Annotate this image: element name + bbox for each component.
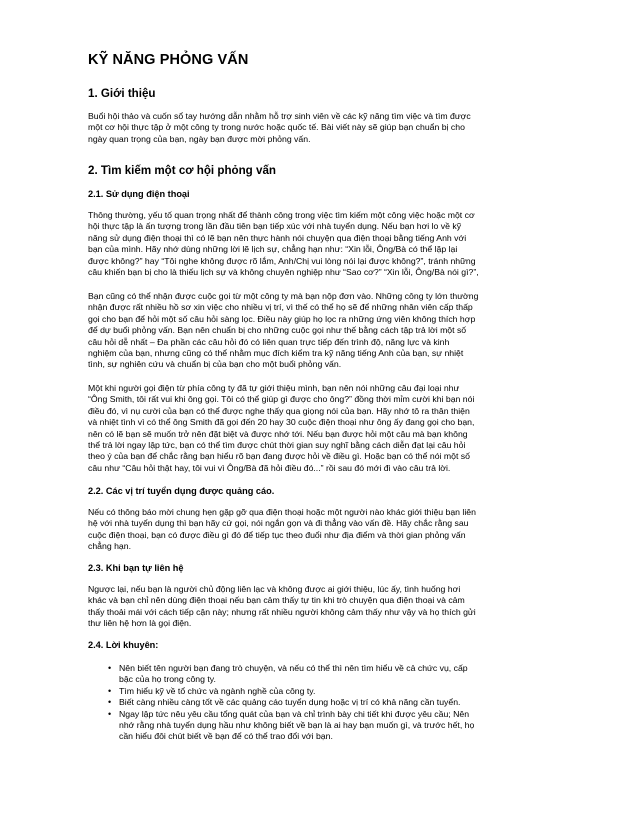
- text-line: được không?” hay “Tôi nghe không được rõ lắm, Anh/Chị vui lòng nói lại được không?”, tránh những: [88, 255, 476, 266]
- text-line: cuộc điện thoại, bạn có được điều gì đó để tiếp tục theo đuổi như địa điểm và thời gian phỏng vấn: [88, 529, 466, 540]
- text-line: câu như “Câu hỏi thật hay, tôi vui vì Ông/Bà đã hỏi điều đó...” rồi sau đó mới đi vào câu trả lời.: [88, 462, 451, 473]
- bullet-icon: •: [108, 663, 112, 673]
- text-line: ngày quan trọng của bạn, ngày bạn được mời phỏng vấn.: [88, 133, 311, 144]
- text-line: nhận được rất nhiều hồ sơ xin việc cho nhiều vị trí, vì thế có thể họ sẽ để những nhân viên cấp thấp: [88, 302, 473, 313]
- text-line: câu khiến bạn bị cho là thiếu lịch sự và không chuyên nghiệp như “Sao cơ?” “Xin lỗi, Ông/Bà nói gì?”,: [88, 267, 479, 278]
- text-line: theo ý của bạn để chắc rằng bạn hiểu rõ bạn đang được hỏi về điều gì. Hoặc bạn có thể nói một số: [88, 451, 470, 462]
- text-line: nên có lẽ bạn sẽ muốn trở nên đặt biệt và được nhớ tới. Nếu bạn được hỏi một câu mà bạn không: [88, 428, 468, 439]
- bullet-icon: •: [108, 708, 112, 719]
- text-line: Một khi người gọi điện từ phía công ty đã tự giới thiệu mình, bạn nên nói những câu đại loại như: [88, 383, 460, 393]
- advertised-jobs-paragraph: [88, 507, 550, 553]
- subsection-2-1-heading: 2.1. Sử dụng điện thoại: [88, 189, 190, 199]
- text-line: năng sử dụng điện thoại thì có lẽ bạn nên thực hành nói chuyện qua điện thoại bằng tiếng Anh với: [88, 232, 467, 243]
- text-line: câu hỏi dễ nhất – Đa phần các câu hỏi đó có liên quan trực tiếp đến trình độ, năng lực và kinh: [88, 336, 450, 347]
- subsection-2-2-heading: 2.2. Các vị trí tuyển dụng được quảng cáo.: [88, 486, 275, 496]
- text-line: cần hiểu đôi chút biết về bạn để có thể trao đổi với bạn.: [119, 731, 333, 742]
- text-line: bậc của họ trong công ty.: [119, 674, 216, 685]
- bullet-icon: •: [108, 685, 112, 696]
- text-line: Ngay lập tức nêu yêu cầu tổng quát của bạn và chỉ trình bày chi tiết khi được yêu cầu; Nên: [119, 708, 470, 719]
- text-line: Tìm hiểu kỹ về tổ chức và ngành nghề của công ty.: [119, 685, 316, 696]
- text-line: Ngược lại, nếu bạn là người chủ động liên lạc và không được ai giới thiệu, lúc ấy, tình huống hơi: [88, 584, 461, 594]
- text-line: Nếu có thông báo mời chung hẹn gặp gỡ qua điện thoại hoặc một người nào khác giới thiệu bạn liên: [88, 507, 476, 517]
- text-line: và nhiệt tình vì có thể ông Smith đã gọi đến 20 hay 30 cuộc điện thoại như ông ấy đang gọi cho bạn,: [88, 417, 475, 428]
- text-line: tình, sự nghiên cứu và chuẩn bị của bạn cho một buổi phỏng vấn.: [88, 359, 342, 370]
- subsection-2-3-heading: 2.3. Khi bạn tự liên hệ: [88, 563, 184, 573]
- text-line: bạn của mình. Hãy nhớ dùng những lời lẽ lịch sự, chẳng hạn như: “Xin lỗi, Ông/Bà có thể lặp lại: [88, 244, 458, 255]
- text-line: hội thực tập là ấn tượng trong lần đầu tiên bạn tiếp xúc với nhà tuyển dụng. Nếu bạn hơi lo về kỹ: [88, 221, 462, 232]
- text-line: điều đó, vì nụ cười của bạn có thể được nghe thấy qua giọng nói của bạn. Hãy nhớ tô ra thân thiện: [88, 405, 470, 416]
- text-line: thấy thoải mái với cách tiếp cận này; nhưng rất nhiều người không cảm thấy như vậy và họ thích gửi: [88, 606, 476, 617]
- list-item: [88, 709, 550, 743]
- text-line: một cơ hội thực tập ở một công ty trong nước hoặc quốc tế. Bài viết này sẽ giúp bạn chuẩn bị cho: [88, 122, 465, 133]
- text-line: nhớ rằng nhà tuyển dụng hầu như không biết về bạn là ai hay bạn muốn gì, và trước hết, họ: [119, 720, 475, 731]
- text-line: thể trả lời ngay lập tức, bạn có thể tìm được chút thời gian suy nghĩ bằng cách diễn đạt lại câu hỏi: [88, 440, 466, 451]
- intro-paragraph: [88, 111, 550, 145]
- text-line: “Ông Smith, tôi rất vui khi ông gọi. Tôi có thể giúp gì được cho ông?” đồng thời mỉm cười khi bạn nói: [88, 394, 475, 405]
- bullet-icon: •: [108, 697, 112, 708]
- self-contact-paragraph: [88, 584, 550, 630]
- text-line: chẳng hạn.: [88, 541, 131, 552]
- phone-paragraph-3: [88, 383, 550, 474]
- text-line: thư liên hệ hơn là gọi điện.: [88, 618, 192, 629]
- list-item: [88, 686, 550, 697]
- text-line: để dự buổi phỏng vấn. Bạn nên chuẩn bị cho những cuộc gọi như thế bằng cách tập trả lời một số: [88, 325, 467, 336]
- text-line: Biết càng nhiều càng tốt về các quảng cáo tuyển dụng hoặc vị trí có khả năng cần tuyển.: [119, 697, 461, 708]
- text-line: Buổi hội thảo và cuốn sổ tay hướng dẫn nhằm hỗ trợ sinh viên về các kỹ năng tìm việc và tìm được: [88, 111, 471, 121]
- text-line: nghiệm của bạn, nhưng cũng có thể nhằm mục đích kiểm tra kỹ năng tiếng Anh của bạn, sự nhiệt: [88, 348, 464, 359]
- phone-paragraph-1: [88, 210, 550, 278]
- document-title: KỸ NĂNG PHỎNG VẤN: [88, 52, 249, 68]
- text-line: Nên biết tên người bạn đang trò chuyện, và nếu có thể thì nên tìm hiểu về cả chức vụ, cấp: [119, 663, 468, 673]
- subsection-2-4-heading: 2.4. Lời khuyên:: [88, 640, 159, 650]
- list-item: [88, 697, 550, 708]
- advice-list: [88, 663, 550, 743]
- text-line: khác và bạn chỉ nên dùng điện thoại nếu bạn cảm thấy tự tin khi trò chuyện qua điện thoại và cảm: [88, 595, 465, 606]
- text-line: gọi cho bạn để hỏi một số câu hỏi sàng lọc. Điều này giúp họ lọc ra những ứng viên không thích hợp: [88, 313, 476, 324]
- section-1-heading: 1. Giới thiệu: [88, 87, 156, 100]
- phone-paragraph-2: [88, 291, 550, 371]
- section-2-heading: 2. Tìm kiếm một cơ hội phỏng vấn: [88, 164, 276, 177]
- text-line: Bạn cũng có thể nhận được cuộc gọi từ một công ty mà bạn nộp đơn vào. Những công ty lớn thường: [88, 291, 479, 301]
- list-item: [88, 663, 550, 686]
- text-line: Thông thường, yếu tố quan trọng nhất để thành công trong việc tìm kiếm một công việc hoặc một cơ: [88, 210, 475, 220]
- text-line: hệ với nhà tuyển dụng thì bạn hãy cứ gọi, nói ngắn gọn và đi thẳng vào vấn đề. Hãy chắc rằng sau: [88, 518, 469, 529]
